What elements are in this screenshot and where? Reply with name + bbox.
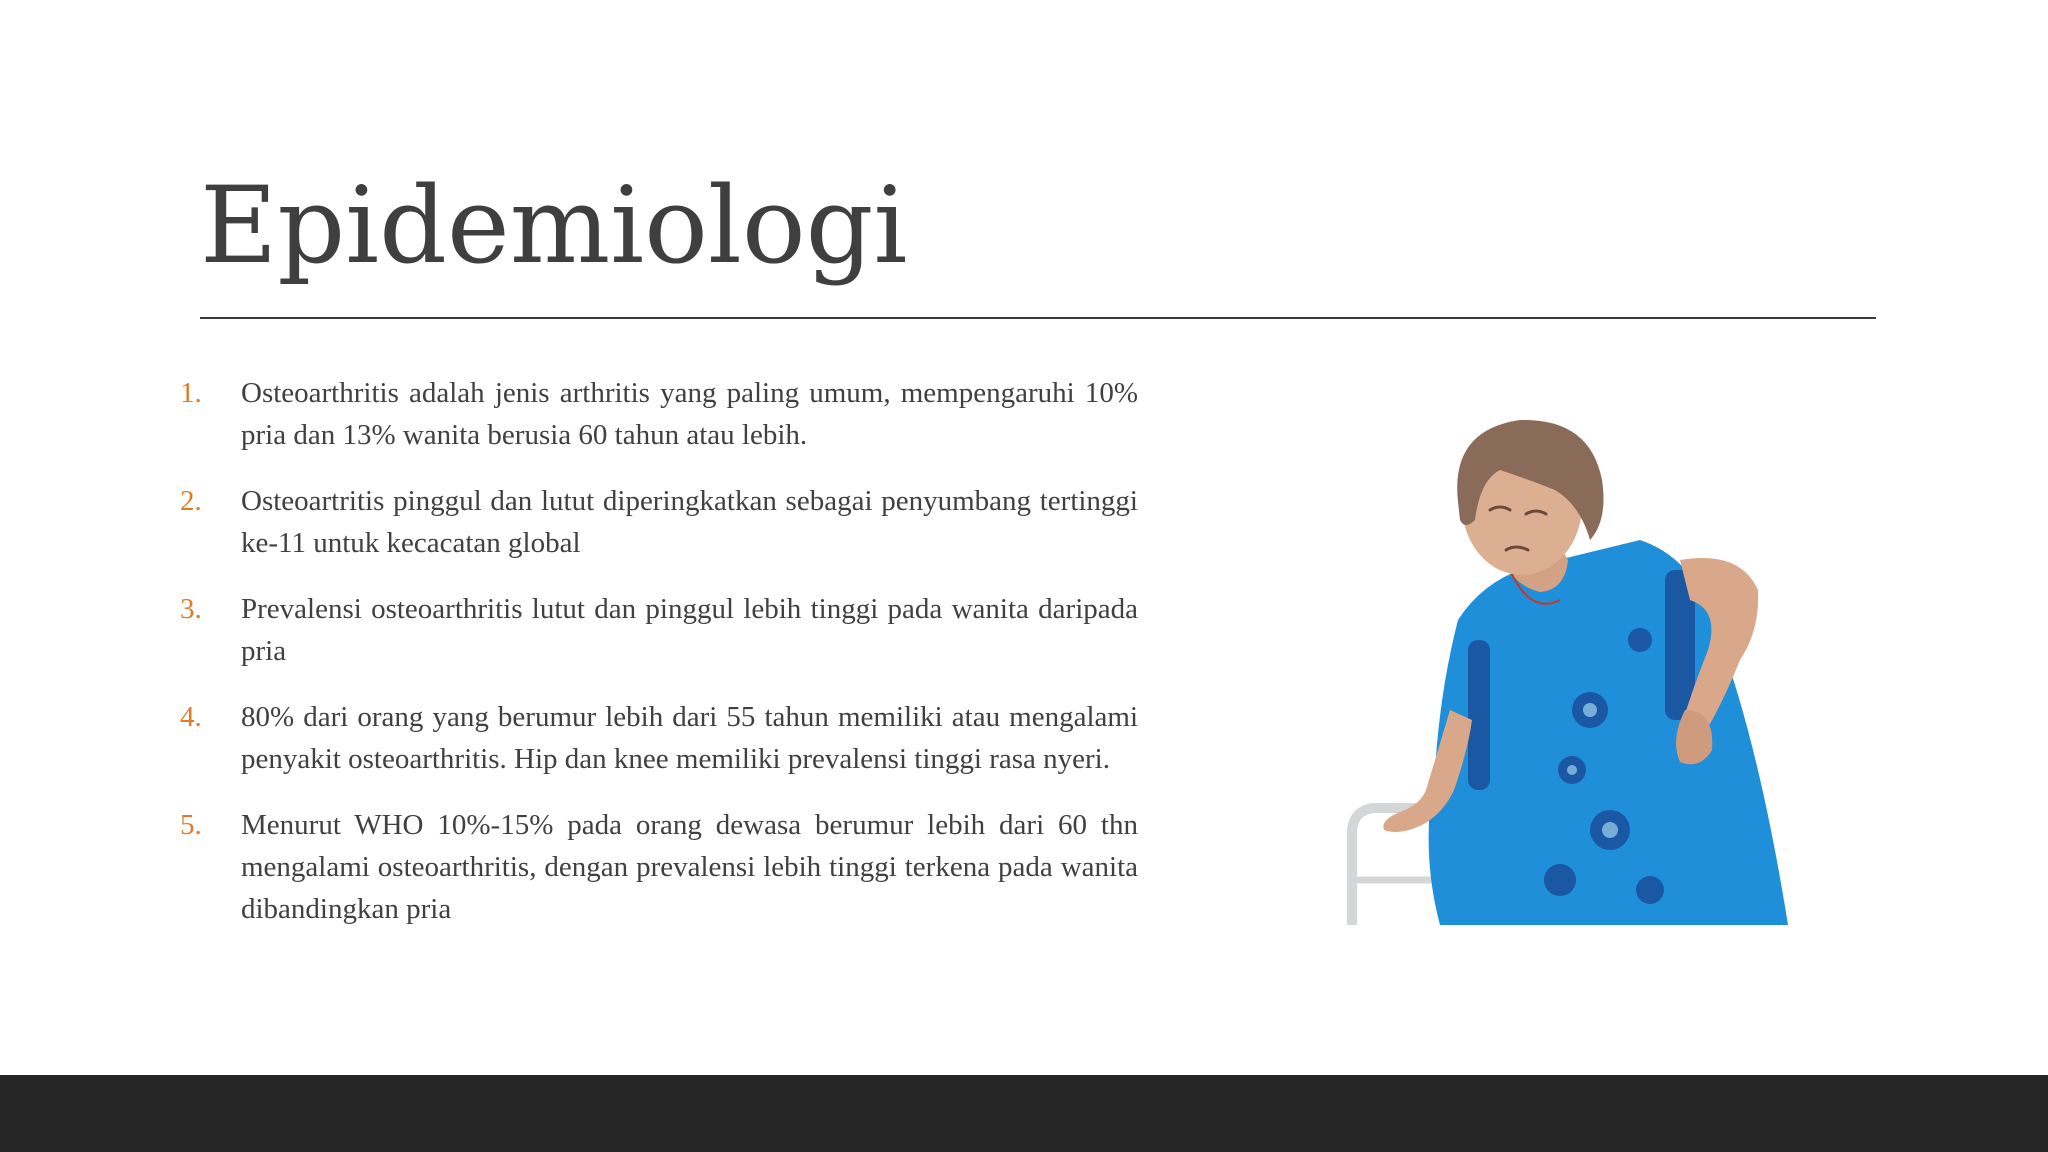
item-number: 5. [180,809,202,841]
elderly-woman-with-walker-photo [1340,410,1810,925]
list-item [180,588,1138,672]
list-item [180,696,1138,780]
item-number: 1. [180,377,202,409]
list-item [180,372,1138,456]
slide-title: Epidemiologi [200,164,908,287]
item-text: Osteoartritis pinggul dan lutut diperingkatkan sebagai penyumbang tertinggi ke-11 untuk kecacatan global [241,485,1138,559]
item-number: 3. [180,593,202,625]
title-divider [200,317,1876,319]
item-text: Prevalensi osteoarthritis lutut dan pinggul lebih tinggi pada wanita daripada pria [241,593,1138,667]
footer-bar [0,1075,2048,1152]
list-item [180,480,1138,564]
item-text: 80% dari orang yang berumur lebih dari 55 tahun memiliki atau mengalami penyakit osteoarthritis. Hip dan knee memiliki prevalensi tinggi rasa nyeri. [241,701,1138,775]
item-text: Osteoarthritis adalah jenis arthritis yang paling umum, mempengaruhi 10% pria dan 13% wanita berusia 60 tahun atau lebih. [241,377,1138,451]
item-number: 4. [180,701,202,733]
item-text: Menurut WHO 10%-15% pada orang dewasa berumur lebih dari 60 thn mengalami osteoarthritis, dengan prevalensi lebih tinggi terkena pada wanita dibandingkan pria [241,809,1138,925]
bullet-list [180,372,1138,954]
item-number: 2. [180,485,202,517]
list-item [180,804,1138,930]
